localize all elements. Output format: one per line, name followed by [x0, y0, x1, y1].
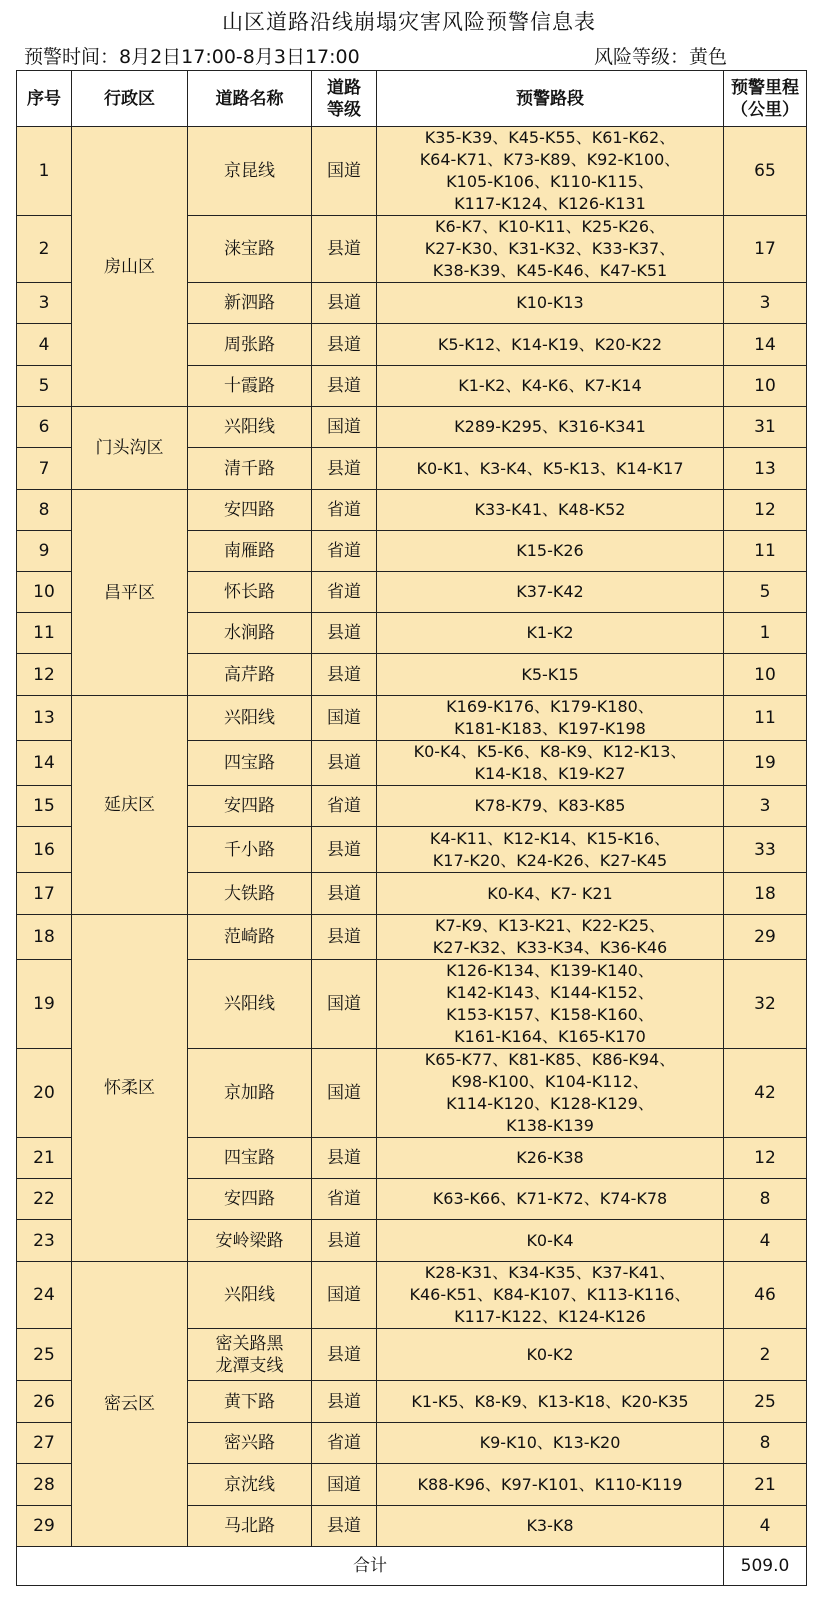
segment-line: K0-K4、K5-K6、K8-K9、K12-K13、: [413, 742, 687, 761]
mileage-cell: 33: [724, 827, 807, 873]
row-index: 23: [17, 1220, 72, 1262]
mileage-cell: 14: [724, 324, 807, 366]
segment-line: K0-K4: [526, 1230, 574, 1250]
segments-cell: [377, 1464, 724, 1506]
road-name-line: 清千路: [224, 458, 275, 479]
row-index: 16: [17, 827, 72, 873]
road-grade-cell: 县道: [312, 448, 377, 490]
segment-line: K46-K51、K84-K107、K113-K116、: [409, 1285, 691, 1304]
district-cell: 房山区: [72, 127, 188, 407]
road-grade-cell: 县道: [312, 283, 377, 324]
segment-line: K1-K2: [526, 623, 574, 642]
segment-line: K17-K20、K24-K26、K27-K45: [432, 850, 668, 870]
road-name-cell: [188, 127, 312, 216]
road-name-line: 千小路: [224, 839, 275, 860]
road-name-cell: [188, 1464, 312, 1506]
header-row: [17, 71, 807, 127]
road-grade-cell: 县道: [312, 1220, 377, 1262]
segment-line: K0-K4、K7- K21: [487, 883, 613, 903]
header-segments: 预警路段: [377, 71, 724, 127]
row-index: 7: [17, 448, 72, 490]
segment-line: K105-K106、K110-K115、: [446, 172, 654, 191]
mileage-cell: 1: [724, 613, 807, 654]
segments-cell: [377, 1179, 724, 1220]
road-grade-cell: 省道: [312, 1423, 377, 1464]
mileage-cell: 11: [724, 531, 807, 572]
road-name-line: 大铁路: [224, 883, 275, 904]
segment-line: K65-K77、K81-K85、K86-K94、: [424, 1050, 676, 1069]
mileage-cell: 32: [724, 960, 807, 1049]
mileage-cell: 3: [724, 283, 807, 324]
segment-line: K114-K120、K128-K129、: [446, 1094, 654, 1113]
road-name-cell: [188, 613, 312, 654]
segment-line: K26-K38: [516, 1148, 584, 1167]
row-index: 10: [17, 572, 72, 613]
segment-line: K142-K143、K144-K152、: [446, 983, 654, 1002]
road-name-line: 兴阳线: [224, 1285, 275, 1305]
segments-cell: [377, 873, 724, 915]
road-grade-cell: 县道: [312, 324, 377, 366]
road-name-line: 龙潭支线: [215, 1355, 284, 1376]
row-index: 20: [17, 1049, 72, 1138]
segments-cell: [377, 1423, 724, 1464]
road-name-cell: [188, 216, 312, 283]
road-grade-cell: 国道: [312, 1464, 377, 1506]
road-name-cell: [188, 448, 312, 490]
road-grade-cell: 县道: [312, 741, 377, 786]
segment-line: K0-K1、K3-K4、K5-K13、K14-K17: [416, 458, 684, 478]
mileage-cell: 5: [724, 572, 807, 613]
segments-cell: [377, 654, 724, 696]
segment-line: K27-K32、K33-K34、K36-K46: [432, 938, 668, 957]
row-index: 19: [17, 960, 72, 1049]
segment-line: K63-K66、K71-K72、K74-K78: [432, 1189, 668, 1208]
mileage-cell: 4: [724, 1506, 807, 1547]
road-grade-cell: 国道: [312, 1262, 377, 1329]
page-title: 山区道路沿线崩塌灾害风险预警信息表: [222, 10, 596, 34]
row-index: 14: [17, 741, 72, 786]
row-index: 15: [17, 786, 72, 827]
road-name-cell: [188, 283, 312, 324]
road-name-line: 水涧路: [224, 623, 275, 643]
road-name-cell: [188, 1138, 312, 1179]
segment-line: K169-K176、K179-K180、: [446, 697, 654, 716]
header-district: 行政区: [72, 71, 188, 127]
row-index: 4: [17, 324, 72, 366]
road-grade-cell: 县道: [312, 1138, 377, 1179]
road-name-cell: [188, 873, 312, 915]
road-grade-cell: 县道: [312, 366, 377, 407]
road-name-line: 京加路: [224, 1083, 275, 1103]
road-name-cell: [188, 654, 312, 696]
segment-line: K126-K134、K139-K140、: [446, 961, 654, 980]
road-grade-cell: 国道: [312, 960, 377, 1049]
road-name-line: 周张路: [224, 334, 275, 355]
segment-line: K88-K96、K97-K101、K110-K119: [417, 1474, 683, 1494]
segment-line: K7-K9、K13-K21、K22-K25、: [434, 916, 666, 935]
segment-line: K161-K164、K165-K170: [454, 1027, 646, 1046]
segments-cell: [377, 1506, 724, 1547]
road-name-line: 密关路黑: [215, 1333, 284, 1354]
segments-cell: [377, 786, 724, 827]
road-name-line: 涞宝路: [224, 239, 275, 259]
row-index: 3: [17, 283, 72, 324]
segments-cell: [377, 490, 724, 531]
road-name-line: 高芹路: [224, 664, 275, 685]
segments-cell: [377, 448, 724, 490]
road-grade-cell: 国道: [312, 1049, 377, 1138]
road-name-cell: [188, 741, 312, 786]
mileage-cell: 13: [724, 448, 807, 490]
road-grade-cell: 县道: [312, 216, 377, 283]
district-cell: 昌平区: [72, 490, 188, 696]
segments-cell: [377, 127, 724, 216]
road-name-line: 十霞路: [224, 376, 275, 396]
mileage-cell: 10: [724, 366, 807, 407]
road-name-line: 南雁路: [224, 541, 275, 561]
road-grade-cell: 县道: [312, 827, 377, 873]
road-name-line: 安四路: [224, 500, 275, 520]
total-label: 合计: [17, 1547, 724, 1586]
segment-line: K289-K295、K316-K341: [454, 417, 646, 436]
mileage-cell: 65: [724, 127, 807, 216]
road-grade-cell: 县道: [312, 654, 377, 696]
road-name-cell: [188, 915, 312, 960]
segments-cell: [377, 283, 724, 324]
segment-line: K14-K18、K19-K27: [474, 764, 626, 783]
total-row: [17, 1547, 807, 1586]
road-name-cell: [188, 786, 312, 827]
road-name-cell: [188, 1049, 312, 1138]
row-index: 1: [17, 127, 72, 216]
mileage-cell: 10: [724, 654, 807, 696]
road-grade-cell: 省道: [312, 572, 377, 613]
road-name-line: 四宝路: [224, 1148, 275, 1168]
road-name-cell: [188, 1423, 312, 1464]
segment-line: K1-K2、K4-K6、K7-K14: [458, 376, 642, 395]
mileage-cell: 18: [724, 873, 807, 915]
row-index: 17: [17, 873, 72, 915]
mileage-cell: 4: [724, 1220, 807, 1262]
segments-cell: [377, 960, 724, 1049]
row-index: 25: [17, 1329, 72, 1381]
segment-line: K33-K41、K48-K52: [474, 500, 626, 519]
row-index: 21: [17, 1138, 72, 1179]
road-name-line: 范崎路: [224, 927, 275, 947]
row-index: 18: [17, 915, 72, 960]
road-name-line: 黄下路: [224, 1391, 275, 1412]
district-cell: 怀柔区: [72, 915, 188, 1262]
mileage-cell: 3: [724, 786, 807, 827]
road-grade-cell: 国道: [312, 127, 377, 216]
segment-line: K98-K100、K104-K112、: [451, 1072, 649, 1091]
row-index: 26: [17, 1381, 72, 1423]
mileage-cell: 31: [724, 407, 807, 448]
row-index: 12: [17, 654, 72, 696]
road-name-line: 兴阳线: [224, 994, 275, 1014]
road-grade-cell: 省道: [312, 531, 377, 572]
mileage-cell: 12: [724, 490, 807, 531]
segment-line: K5-K12、K14-K19、K20-K22: [437, 334, 663, 354]
segment-line: K37-K42: [516, 582, 584, 601]
road-name-line: 怀长路: [224, 582, 275, 602]
table-body: [17, 127, 807, 1547]
district-cell: 门头沟区: [72, 407, 188, 490]
warning-time: 预警时间：8月2日17:00-8月3日17:00: [24, 46, 360, 68]
row-index: 13: [17, 696, 72, 741]
road-name-cell: [188, 1179, 312, 1220]
segments-cell: [377, 1220, 724, 1262]
district-cell: 密云区: [72, 1262, 188, 1547]
road-name-line: 兴阳线: [224, 708, 275, 728]
table-row: [17, 127, 807, 216]
road-name-line: 马北路: [224, 1516, 275, 1536]
row-index: 6: [17, 407, 72, 448]
road-grade-cell: 省道: [312, 1179, 377, 1220]
segment-line: K4-K11、K12-K14、K15-K16、: [429, 828, 671, 848]
segments-cell: [377, 741, 724, 786]
road-name-line: 安四路: [224, 796, 275, 816]
segment-line: K117-K124、K126-K131: [454, 194, 646, 213]
road-name-line: 京昆线: [224, 161, 275, 181]
segment-line: K9-K10、K13-K20: [479, 1433, 621, 1452]
road-grade-cell: 省道: [312, 490, 377, 531]
road-name-line: 密兴路: [224, 1433, 275, 1453]
risk-level: 风险等级：黄色: [594, 46, 728, 68]
district-cell: 延庆区: [72, 696, 188, 915]
row-index: 5: [17, 366, 72, 407]
header-mileage: 预警里程 （公里）: [724, 71, 807, 127]
segment-line: K6-K7、K10-K11、K25-K26、: [434, 217, 666, 236]
road-name-cell: [188, 490, 312, 531]
segment-line: K64-K71、K73-K89、K92-K100、: [419, 150, 681, 169]
road-name-cell: [188, 366, 312, 407]
road-name-cell: [188, 1506, 312, 1547]
segments-cell: [377, 1049, 724, 1138]
segment-line: K1-K5、K8-K9、K13-K18、K20-K35: [411, 1391, 689, 1411]
segments-cell: [377, 1381, 724, 1423]
segments-cell: [377, 216, 724, 283]
road-name-cell: [188, 827, 312, 873]
segments-cell: [377, 613, 724, 654]
segment-line: K153-K157、K158-K160、: [446, 1005, 654, 1024]
segment-line: K15-K26: [516, 541, 584, 560]
segment-line: K38-K39、K45-K46、K47-K51: [432, 261, 668, 280]
segment-line: K5-K15: [521, 664, 579, 684]
road-name-cell: [188, 531, 312, 572]
road-name-cell: [188, 960, 312, 1049]
mileage-cell: 25: [724, 1381, 807, 1423]
table-row: [17, 1262, 807, 1329]
road-grade-cell: 县道: [312, 1329, 377, 1381]
mileage-cell: 2: [724, 1329, 807, 1381]
road-name-line: 京沈线: [224, 1474, 275, 1495]
segment-line: K117-K122、K124-K126: [454, 1307, 646, 1326]
segments-cell: [377, 1262, 724, 1329]
road-name-line: 新泗路: [224, 293, 275, 313]
road-grade-cell: 县道: [312, 1506, 377, 1547]
table-row: [17, 407, 807, 448]
mileage-cell: 46: [724, 1262, 807, 1329]
road-grade-cell: 省道: [312, 786, 377, 827]
table-row: [17, 915, 807, 960]
road-name-line: 兴阳线: [224, 417, 275, 437]
row-index: 9: [17, 531, 72, 572]
row-index: 2: [17, 216, 72, 283]
segments-cell: [377, 407, 724, 448]
road-grade-cell: 县道: [312, 873, 377, 915]
road-grade-cell: 县道: [312, 613, 377, 654]
segment-line: K3-K8: [526, 1516, 574, 1535]
mileage-cell: 17: [724, 216, 807, 283]
header-road-grade: 道路 等级: [312, 71, 377, 127]
mileage-cell: 11: [724, 696, 807, 741]
segments-cell: [377, 696, 724, 741]
road-name-cell: [188, 696, 312, 741]
table-row: [17, 490, 807, 531]
row-index: 8: [17, 490, 72, 531]
table-row: [17, 696, 807, 741]
row-index: 28: [17, 1464, 72, 1506]
road-name-cell: [188, 324, 312, 366]
road-grade-cell: 国道: [312, 696, 377, 741]
segment-line: K78-K79、K83-K85: [474, 796, 626, 815]
segments-cell: [377, 827, 724, 873]
mileage-cell: 21: [724, 1464, 807, 1506]
segments-cell: [377, 915, 724, 960]
mileage-cell: 42: [724, 1049, 807, 1138]
mileage-cell: 8: [724, 1179, 807, 1220]
row-index: 11: [17, 613, 72, 654]
segments-cell: [377, 572, 724, 613]
row-index: 22: [17, 1179, 72, 1220]
segments-cell: [377, 324, 724, 366]
road-name-line: 四宝路: [224, 753, 275, 773]
segment-line: K0-K2: [526, 1344, 574, 1364]
road-grade-cell: 县道: [312, 915, 377, 960]
header-road-name: 道路名称: [188, 71, 312, 127]
mileage-cell: 8: [724, 1423, 807, 1464]
warning-table: [16, 70, 807, 1586]
segment-line: K138-K139: [506, 1116, 594, 1135]
road-name-line: 安四路: [224, 1189, 275, 1209]
segments-cell: [377, 1138, 724, 1179]
total-value: 509.0: [724, 1547, 807, 1586]
segment-line: K181-K183、K197-K198: [454, 719, 646, 738]
road-name-cell: [188, 1220, 312, 1262]
road-grade-cell: 县道: [312, 1381, 377, 1423]
segments-cell: [377, 366, 724, 407]
row-index: 27: [17, 1423, 72, 1464]
header-index: 序号: [17, 71, 72, 127]
segments-cell: [377, 1329, 724, 1381]
segment-line: K28-K31、K34-K35、K37-K41、: [424, 1263, 676, 1282]
mileage-cell: 12: [724, 1138, 807, 1179]
road-name-cell: [188, 407, 312, 448]
segment-line: K27-K30、K31-K32、K33-K37、: [424, 239, 676, 258]
road-grade-cell: 国道: [312, 407, 377, 448]
mileage-cell: 29: [724, 915, 807, 960]
row-index: 29: [17, 1506, 72, 1547]
road-name-cell: [188, 1262, 312, 1329]
road-name-cell: [188, 572, 312, 613]
row-index: 24: [17, 1262, 72, 1329]
segments-cell: [377, 531, 724, 572]
road-name-line: 安岭梁路: [215, 1230, 284, 1251]
mileage-cell: 19: [724, 741, 807, 786]
segment-line: K35-K39、K45-K55、K61-K62、: [424, 128, 676, 147]
road-name-cell: [188, 1381, 312, 1423]
road-name-cell: [188, 1329, 312, 1381]
segment-line: K10-K13: [516, 293, 584, 312]
